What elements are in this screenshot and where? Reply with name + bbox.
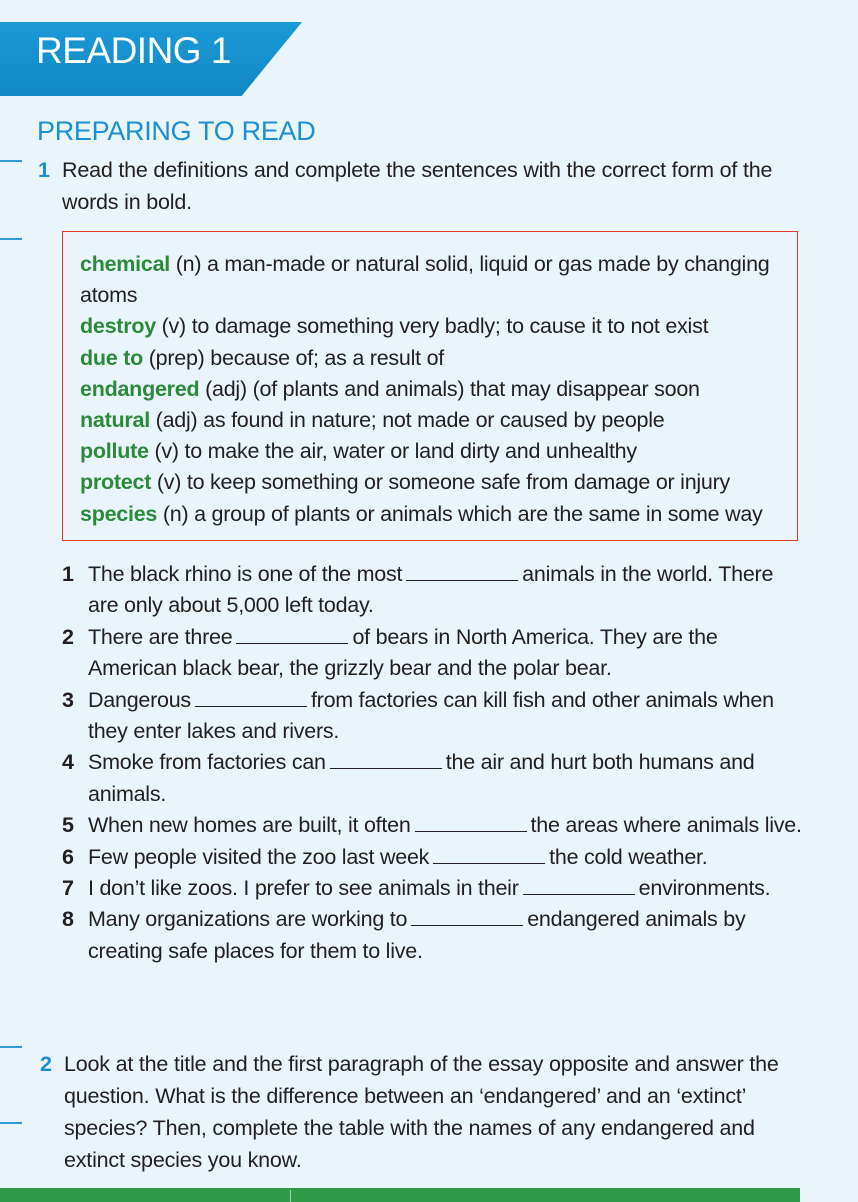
sentence-before-blank: There are three [88, 624, 233, 649]
margin-tick [0, 1046, 22, 1048]
sentence-after-blank: from factories can kill fish and other animals when they enter lakes and rivers. [88, 687, 774, 744]
task-instruction: Look at the title and the first paragraph of the essay opposite and answer the question. What is the difference between an ‘endangered’ and an ‘extinct’ species? Then, complete the table with the names of any endangered and extinct species you know. [64, 1052, 779, 1172]
sentence-after-blank: animals in the world. There are only about 5,000 left today. [88, 562, 774, 618]
reading-title: READING 1 [36, 30, 231, 71]
answer-blank [195, 706, 307, 707]
margin-tick [0, 1122, 22, 1124]
section-heading: PREPARING TO READ [37, 116, 316, 146]
sentence-before-blank: Dangerous [88, 687, 191, 712]
definition-item [80, 343, 797, 374]
margin-tick [0, 238, 22, 240]
sentence-before-blank: Few people visited the zoo last week [88, 844, 430, 869]
sentence-after-blank: the areas where animals live. [530, 813, 802, 838]
sentence-number: 2 [62, 624, 74, 649]
definition-item [80, 436, 797, 467]
sentence-before-blank: Many organizations are working to [88, 907, 408, 932]
sentence-after-blank: the cold weather. [549, 844, 708, 869]
definition-text: (adj) (of plants and animals) that may disappear soon [199, 376, 700, 401]
task-instruction: Read the definitions and complete the sentences with the correct form of the words in bold. [62, 158, 773, 214]
definition-term: protect [80, 470, 152, 495]
sentence-number: 1 [62, 562, 74, 586]
answer-blank [411, 925, 523, 926]
definition-term: chemical [80, 252, 171, 276]
task-number: 1 [38, 158, 50, 182]
sentence-item [62, 685, 802, 748]
sentence-item [62, 842, 802, 873]
definition-item [80, 374, 797, 405]
sentence-before-blank: I don’t like zoos. I prefer to see animals in their [88, 876, 519, 901]
task-1 [38, 154, 812, 218]
table-column-divider [290, 1190, 291, 1202]
sentence-item [62, 904, 802, 967]
sentence-after-blank: environments. [638, 876, 771, 901]
definition-text: (v) to keep something or someone safe from damage or injury [151, 470, 731, 495]
definition-text: (prep) because of; as a result of [143, 345, 445, 370]
sentence-number: 7 [62, 876, 74, 901]
definition-text: (v) to make the air, water or land dirty and unhealthy [148, 439, 637, 464]
definition-term: due to [80, 345, 143, 370]
definition-text: (n) a man-made or natural solid, liquid or gas made by changing atoms [80, 252, 770, 308]
sentence-after-blank: of bears in North America. They are the American black bear, the grizzly bear and the polar bear. [88, 624, 718, 681]
answer-blank [433, 863, 545, 864]
definition-term: natural [80, 408, 150, 433]
table-header-bar [0, 1188, 800, 1202]
sentence-item [62, 622, 802, 685]
sentence-number: 4 [62, 750, 74, 775]
vocabulary-box [62, 231, 798, 541]
sentence-before-blank: The black rhino is one of the most [88, 562, 403, 586]
definition-text: (adj) as found in nature; not made or caused by people [149, 408, 665, 433]
margin-tick [0, 160, 22, 162]
sentence-number: 8 [62, 907, 74, 932]
answer-blank [406, 580, 518, 581]
definition-list [80, 249, 797, 530]
definition-text: (v) to damage something very badly; to cause it to not exist [155, 314, 709, 339]
answer-blank [523, 894, 635, 895]
definition-item [80, 467, 797, 498]
sentence-number: 5 [62, 813, 74, 838]
sentence-after-blank: endangered animals by creating safe places for them to live. [88, 907, 746, 963]
sentence-before-blank: When new homes are built, it often [88, 813, 411, 838]
sentence-item [62, 810, 802, 841]
sentence-after-blank: the air and hurt both humans and animals. [88, 750, 755, 806]
sentence-item [62, 559, 802, 622]
answer-blank [415, 831, 527, 832]
sentence-number: 6 [62, 844, 74, 869]
answer-blank [236, 643, 348, 644]
sentence-item [62, 873, 802, 904]
sentence-number: 3 [62, 687, 74, 712]
definition-term: pollute [80, 439, 149, 464]
definition-item [80, 249, 797, 311]
task-2 [40, 1048, 804, 1176]
sentence-item [62, 747, 802, 810]
task-number: 2 [40, 1052, 52, 1076]
definition-item [80, 311, 797, 342]
definition-item [80, 405, 797, 436]
definition-item [80, 499, 797, 530]
gap-fill-sentences [62, 559, 802, 967]
sentence-before-blank: Smoke from factories can [88, 750, 326, 775]
definition-term: destroy [80, 314, 156, 339]
definition-term: endangered [80, 376, 200, 401]
answer-blank [330, 768, 442, 769]
definition-text: (n) a group of plants or animals which are the same in some way [157, 501, 763, 526]
definition-term: species [80, 501, 158, 526]
